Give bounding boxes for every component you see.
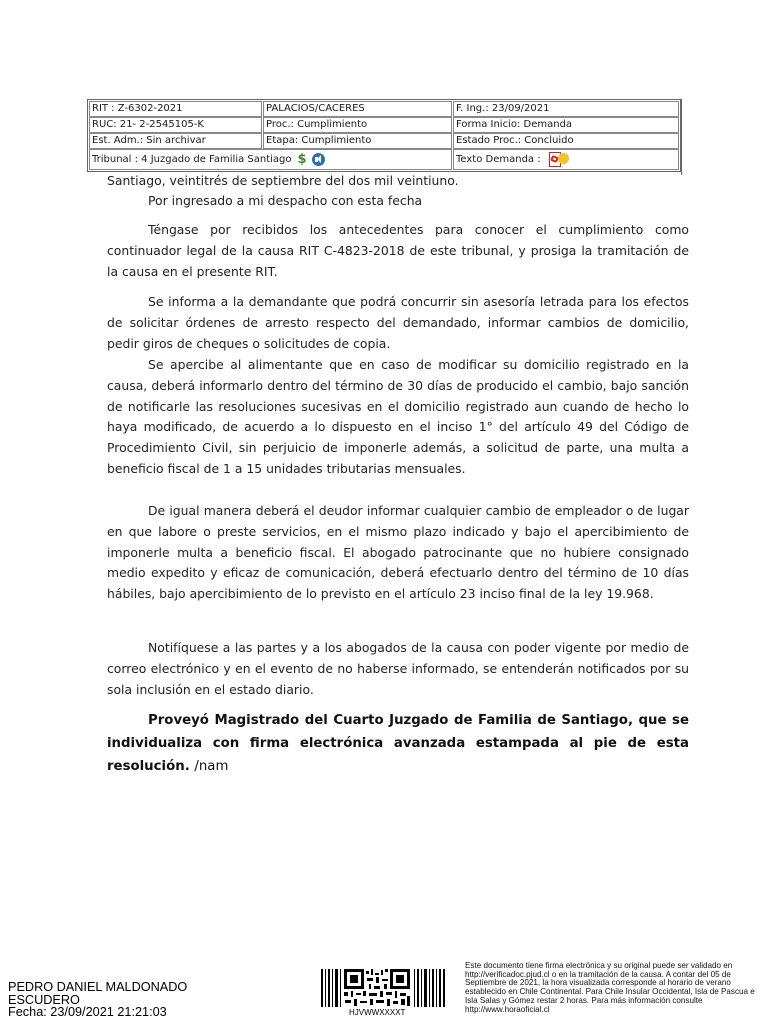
verification-code: HJVWWXXXXT	[349, 1008, 406, 1017]
barcode-image	[321, 969, 445, 1007]
header-row-1	[89, 101, 679, 117]
signer-date: Fecha: 23/09/2021 21:21:03	[8, 1005, 167, 1019]
paragraph-3: Se informa a la demandante que podrá concurrir sin asesoría letrada para los efectos de solicitar órdenes de arresto respecto del demandado, informar cambios de domicilio, pedir giros de cheques o solicitudes de copia.	[107, 294, 689, 351]
etapa-cell: Etapa: Cumplimiento	[263, 133, 452, 149]
resolution-date: Santiago, veintitrés de septiembre del dos mil veintiuno.	[107, 173, 459, 188]
paragraph-6: Notifíquese a las partes y a los abogados de la causa con poder vigente por medio de correo electrónico y en el evento de no haberse informado, se entenderán notificados por su sola inclusión en el estado diario.	[107, 640, 689, 697]
tribunal-cell	[89, 149, 452, 170]
rit-cell: RIT : Z-6302-2021	[89, 101, 262, 117]
parties-cell: PALACIOS/CACERES	[263, 101, 452, 117]
texto-demanda-label: Texto Demanda :	[456, 153, 541, 165]
signer-name-line1: PEDRO DANIEL MALDONADO	[8, 980, 188, 994]
electronic-signature-note: Este documento tiene firma electrónica y su original puede ser validado en http://verificadoc.pjud.cl o en la tramitación de la causa. A contar del 05 de Septiembre de 2021, la hora visualizada corresponde al horario de verano establecido en Chile Continental. Para Chile Insular Occidental, Isla de Pascua e Isla Salas y Gómez restar 2 horas. Para más información consulte http://www.horaoficial.cl	[465, 961, 755, 1014]
provision-statement: Proveyó Magistrado del Cuarto Juzgado de Familia de Santiago, que se individualiza con firma electrónica avanzada estampada al pie de esta resolución. /nam	[107, 713, 689, 774]
header-row-3	[89, 133, 679, 149]
ruc-cell: RUC: 21- 2-2545105-K	[89, 117, 262, 133]
paragraph-5: De igual manera deberá el deudor informar cualquier cambio de empleador o de lugar en que labore o preste servicios, en el mismo plazo indicado y bajo el apercibimiento de imponerle multa a beneficio fiscal. El abogado patrocinante que no hubiere consignado medio expedito y eficaz de comunicación, deberá efectuarlo dentro del término de 10 días hábiles, bajo apercibimiento de lo previsto en el artículo 23 inciso final de la ley 19.968.	[107, 503, 689, 602]
dollar-icon[interactable]: $	[297, 151, 307, 167]
estado-proc-cell: Estado Proc.: Concluido	[453, 133, 679, 149]
tribunal-label: Tribunal : 4 Juzgado de Familia Santiago	[92, 153, 292, 165]
fecha-ingreso-cell: F. Ing.: 23/09/2021	[453, 101, 679, 117]
paragraph-2: Téngase por recibidos los antecedentes para conocer el cumplimiento como continuador legal de la causa RIT C-4823-2018 de este tribunal, y prosiga la tramitación de la causa en el presente RIT.	[107, 222, 689, 279]
signature-block	[8, 981, 187, 1019]
audio-icon[interactable]	[312, 153, 325, 166]
forma-inicio-cell: Forma Inicio: Demanda	[453, 117, 679, 133]
initials: /nam	[194, 759, 229, 774]
attachment-icon[interactable]	[558, 153, 569, 164]
signer-name-line2: ESCUDERO	[8, 992, 80, 1007]
header-row-2	[89, 117, 679, 133]
header-row-4	[89, 149, 679, 170]
case-header-table	[87, 99, 681, 172]
procedimiento-cell: Proc.: Cumplimiento	[263, 117, 452, 133]
table-right-edge	[681, 99, 682, 175]
paragraph-4: Se apercibe al alimentante que en caso de modificar su domicilio registrado en la causa, deberá informarlo dentro del término de 30 días de producido el cambio, bajo sanción de notificarle las resoluciones sucesivas en el domicilio registrado aun cuando de hecho lo haya modificado, de acuerdo a lo dispuesto en el inciso 1° del artículo 49 del Código de Procedimiento Civil, sin perjuicio de imponerle además, a solicitud de parte, una multa a beneficio fiscal de 1 a 15 unidades tributarias mensuales.	[107, 357, 689, 476]
texto-demanda-cell	[453, 149, 679, 170]
est-adm-cell: Est. Adm.: Sin archivar	[89, 133, 262, 149]
paragraph-1: Por ingresado a mi despacho con esta fecha	[148, 193, 423, 208]
